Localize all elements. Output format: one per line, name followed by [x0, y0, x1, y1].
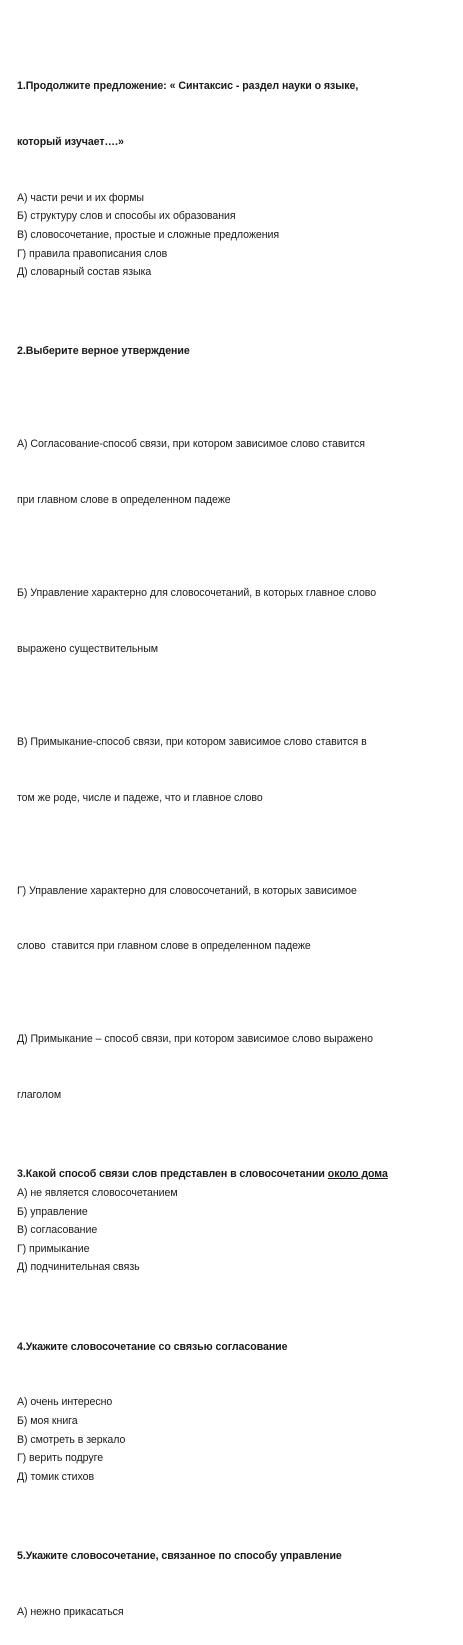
option-line: при главном слове в определенном падеже: [17, 494, 231, 507]
question-4-title: [17, 1301, 457, 1394]
question-title-line: 4.Укажите словосочетание со связью согласование: [17, 1340, 288, 1353]
answer-option-b: [17, 1203, 457, 1222]
option-line: А) не является словосочетанием: [17, 1187, 178, 1200]
question-2-title: [17, 305, 457, 398]
answer-option-a: [17, 1393, 457, 1412]
question-1: [17, 40, 457, 282]
answer-option-b: [17, 207, 457, 226]
answer-option-d: [17, 1258, 457, 1277]
question-3: [17, 1165, 457, 1277]
answer-option-v: [17, 226, 457, 245]
answer-option-v: [17, 1221, 457, 1240]
question-2: [17, 305, 457, 1142]
option-line: Д) подчинительная связь: [17, 1261, 140, 1274]
answer-option-d: [17, 993, 457, 1142]
answer-option-a: [17, 398, 457, 547]
question-4: [17, 1301, 457, 1487]
option-line: А) части речи и их формы: [17, 191, 144, 204]
option-line: Г) примыкание: [17, 1242, 90, 1255]
answer-option-g: [17, 1240, 457, 1259]
option-line: А) Согласование-способ связи, при котором зависимое слово ставится: [17, 438, 365, 451]
question-1-title: [17, 40, 457, 189]
answer-option-v: [17, 1431, 457, 1450]
answer-option-a: [17, 189, 457, 208]
underlined-phrase: около дома: [327, 1168, 388, 1181]
question-title-text: 3.Какой способ связи слов представлен в словосочетании: [17, 1168, 328, 1181]
answer-option-b: [17, 547, 457, 696]
answer-option-d: [17, 1468, 457, 1487]
option-line: Д) словарный состав языка: [17, 266, 152, 279]
option-line: Г) верить подруге: [17, 1452, 104, 1465]
option-line: Б) управление: [17, 1205, 88, 1218]
option-line: А) нежно прикасаться: [17, 1605, 124, 1618]
question-5-title: [17, 1510, 457, 1603]
question-3-title: [17, 1165, 457, 1184]
option-line: В) согласование: [17, 1224, 98, 1237]
answer-option-g: [17, 844, 457, 993]
option-line: Г) Управление характерно для словосочетаний, в которых зависимое: [17, 884, 357, 897]
option-line: том же роде, числе и падеже, что и главное слово: [17, 791, 263, 804]
question-title-line: 2.Выберите верное утверждение: [17, 345, 190, 358]
question-5: [17, 1510, 457, 1622]
question-title-line: который изучает….»: [17, 135, 124, 148]
option-line: Д) Примыкание – способ связи, при котором зависимое слово выражено: [17, 1033, 373, 1046]
answer-option-g: [17, 245, 457, 264]
answer-option-d: [17, 263, 457, 282]
option-line: В) словосочетание, простые и сложные предложения: [17, 228, 280, 241]
answer-option-a: [17, 1184, 457, 1203]
option-line: А) очень интересно: [17, 1396, 113, 1409]
question-title-line: 1.Продолжите предложение: « Синтаксис - раздел науки о языке,: [17, 80, 359, 93]
answer-option-v: [17, 696, 457, 845]
option-line: Б) Управление характерно для словосочетаний, в которых главное слово: [17, 587, 377, 600]
option-line: В) смотреть в зеркало: [17, 1433, 126, 1446]
document-page: [17, 40, 457, 1645]
option-line: Б) моя книга: [17, 1415, 78, 1428]
option-line: В) Примыкание-способ связи, при котором зависимое слово ставится в: [17, 735, 367, 748]
answer-option-a: [17, 1603, 457, 1622]
option-line: Б) структуру слов и способы их образования: [17, 210, 236, 223]
answer-option-b: [17, 1412, 457, 1431]
option-line: Д) томик стихов: [17, 1470, 95, 1483]
option-line: глаголом: [17, 1089, 62, 1102]
option-line: выражено существительным: [17, 642, 158, 655]
option-line: слово ставится при главном слове в определенном падеже: [17, 940, 311, 953]
option-line: Г) правила правописания слов: [17, 247, 168, 260]
answer-option-g: [17, 1449, 457, 1468]
question-title-line: 5.Укажите словосочетание, связанное по способу управление: [17, 1550, 342, 1563]
